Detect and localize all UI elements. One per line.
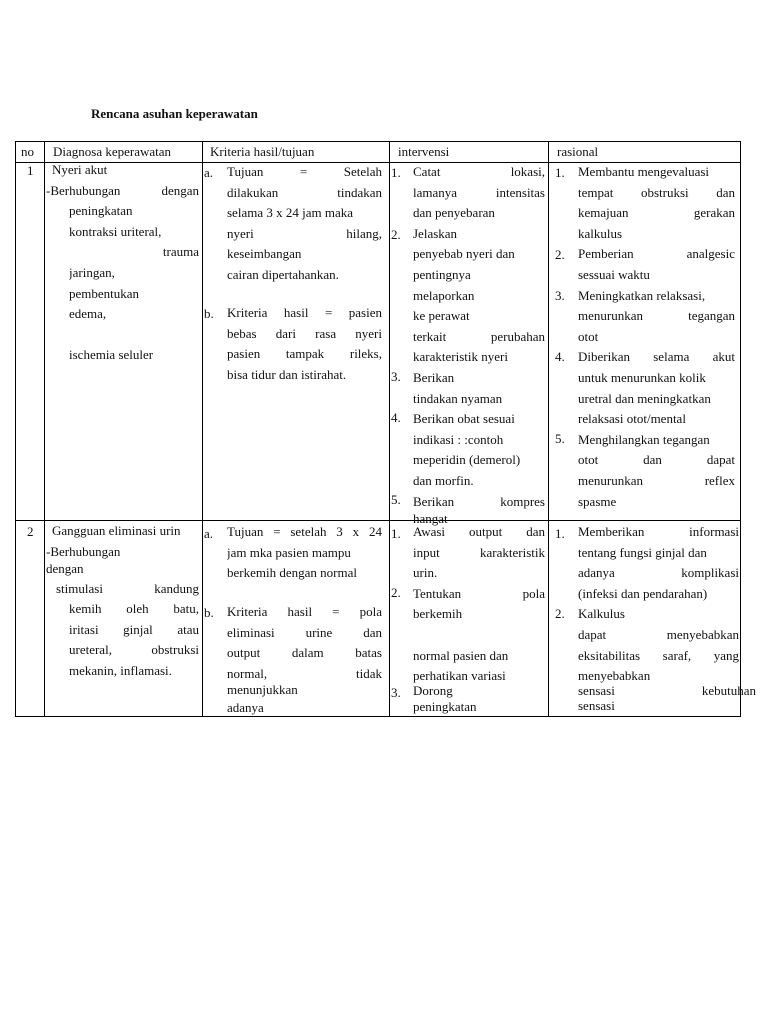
list-marker: 2. — [391, 585, 401, 600]
kriteria-line: output dalam batas — [227, 645, 382, 661]
rasional-line: kalkulus — [578, 225, 623, 241]
kriteria-line: menunjukkan — [227, 681, 298, 697]
rasional-line: sessuai waktu — [578, 266, 650, 282]
intervensi-line: meperidin (demerol) — [413, 452, 521, 468]
diagnosa-line: ureteral, obstruksi — [69, 642, 199, 658]
kriteria-line: dilakukan tindakan — [227, 184, 382, 200]
care-plan-table — [15, 141, 756, 717]
list-marker: 1. — [391, 165, 401, 180]
intervensi-line: Berikan — [413, 369, 455, 385]
intervensi-line: peningkatan — [413, 699, 477, 715]
list-marker: 1. — [555, 526, 565, 541]
column-divider — [548, 142, 549, 716]
intervensi-line: indikasi : :contoh — [413, 431, 504, 447]
diagnosa-line: peningkatan — [69, 203, 133, 219]
kriteria-line: Kriteria hasil = pola — [227, 604, 382, 619]
rasional-line: Diberikan selama akut — [578, 349, 735, 365]
rasional-line: Pemberian analgesic — [578, 246, 735, 262]
intervensi-line: Berikan kompres — [413, 493, 545, 509]
kriteria-b — [227, 303, 382, 385]
diagnosa-line: stimulasi kandung — [56, 580, 199, 596]
kriteria-a — [227, 522, 382, 584]
diagnosa-lead: -Berhubungan — [46, 543, 121, 559]
list-marker: 5. — [391, 492, 401, 507]
intervensi-line: terkait perubahan — [413, 328, 545, 344]
list-marker: 2. — [555, 247, 565, 262]
rasional-line: Meningkatkan relaksasi, — [578, 287, 706, 303]
intervensi-line: berkemih — [413, 606, 463, 622]
rasional-line: Menghilangkan tegangan — [578, 431, 710, 447]
rasional-line: untuk menurunkan kolik — [578, 369, 706, 385]
diagnosa-line: kontraksi uriteral, — [69, 223, 162, 239]
diagnosa-lead: dengan — [46, 560, 84, 576]
rasional-line: eksitabilitas saraf, yang — [578, 647, 739, 663]
list-marker: 1. — [555, 165, 565, 180]
kriteria-line: jam mka pasien mampu — [227, 544, 351, 560]
rasional-line: otot dan dapat — [578, 452, 735, 468]
list-marker: b. — [204, 605, 214, 620]
column-divider — [389, 142, 390, 716]
diagnosa-line: edema, — [69, 306, 107, 322]
kriteria-line: bebas dari rasa nyeri — [227, 325, 382, 341]
diagnosa-line: mekanin, inflamasi. — [69, 662, 172, 678]
rasional-line: sensasi — [578, 699, 615, 714]
list-marker: 4. — [391, 410, 401, 425]
diagnosa-line: jaringan, — [69, 264, 115, 280]
kriteria-line: berkemih dengan normal — [227, 565, 357, 581]
rasional-line: Membantu mengevaluasi — [578, 164, 710, 179]
diagnosa-lead: -Berhubungan dengan — [46, 182, 199, 198]
rasional-line: Kalkulus — [578, 606, 625, 622]
intervensi-line: pentingnya — [413, 266, 471, 282]
document-title: Rencana asuhan keperawatan — [91, 106, 258, 121]
kriteria-line: cairan dipertahankan. — [227, 266, 339, 282]
rasional-cell — [578, 162, 735, 512]
header-diagnosa: Diagnosa keperawatan — [53, 144, 172, 159]
intervensi-line: Awasi output dan — [413, 524, 545, 539]
diagnosa-line: ischemia seluler — [69, 347, 154, 363]
intervensi-cell — [413, 162, 545, 526]
intervensi-line: melaporkan — [413, 287, 475, 303]
list-marker: a. — [204, 165, 214, 180]
rasional-line: tempat obstruksi dan — [578, 184, 735, 200]
rasional-line: adanya komplikasi — [578, 565, 739, 581]
list-marker: 2. — [391, 227, 401, 242]
intervensi-line: karakteristik nyeri — [413, 349, 508, 365]
rasional-line: menurunkan reflex — [578, 472, 735, 488]
diagnosa-line: kemih oleh batu, — [69, 601, 199, 617]
intervensi-line: Jelaskan — [413, 225, 458, 241]
intervensi-line: normal pasien dan — [413, 647, 509, 663]
kriteria-line: Tujuan = Setelah — [227, 164, 382, 179]
list-marker: a. — [204, 526, 214, 541]
rasional-line: dapat menyebabkan — [578, 626, 739, 642]
header-kriteria: Kriteria hasil/tujuan — [210, 144, 315, 159]
diagnosa-cell — [46, 160, 199, 366]
rasional-line: kemajuan gerakan — [578, 205, 735, 221]
diagnosa-line: trauma — [162, 244, 199, 260]
column-divider — [44, 142, 45, 716]
rasional-line: tentang fungsi ginjal dan — [578, 544, 707, 560]
intervensi-cell — [413, 522, 545, 715]
column-divider — [202, 142, 203, 716]
diagnosa-cell — [46, 521, 202, 682]
kriteria-line: eliminasi urine dan — [227, 624, 382, 640]
rasional-line: relaksasi otot/mental — [578, 411, 686, 427]
rasional-line: sensasi kebutuhan — [578, 683, 756, 699]
header-rasional: rasional — [557, 144, 599, 159]
list-marker: 3. — [555, 288, 565, 303]
intervensi-line: urin. — [413, 565, 438, 581]
kriteria-line: Tujuan = setelah 3 x 24 — [227, 524, 382, 539]
list-marker: 5. — [555, 431, 565, 446]
intervensi-line: ke perawat — [413, 308, 470, 324]
kriteria-line: pasien tampak rileks, — [227, 346, 382, 362]
header-no: no — [21, 144, 34, 159]
kriteria-line: keseimbangan — [227, 246, 302, 262]
diagnosa-heading: Gangguan eliminasi urin — [52, 523, 181, 538]
intervensi-line — [413, 625, 545, 646]
diagnosa-line — [69, 325, 199, 346]
diagnosa-line: iritasi ginjal atau — [69, 621, 199, 637]
rasional-line: menurunkan tegangan — [578, 308, 735, 324]
row-number: 1 — [27, 163, 34, 178]
header-intervensi: intervensi — [398, 144, 450, 159]
list-marker: 1. — [391, 526, 401, 541]
list-marker: 3. — [391, 369, 401, 384]
kriteria-line: normal, tidak — [227, 665, 382, 681]
intervensi-line: dan penyebaran — [413, 205, 495, 221]
kriteria-line: nyeri hilang, — [227, 225, 382, 241]
intervensi-line: Dorong — [413, 683, 453, 699]
intervensi-line: hangat — [413, 512, 448, 527]
row-number: 2 — [27, 524, 34, 539]
intervensi-line: tindakan nyaman — [413, 390, 503, 406]
rasional-cell — [578, 522, 756, 714]
intervensi-line: lamanya intensitas — [413, 184, 545, 200]
diagnosa-line: pembentukan — [69, 285, 140, 301]
kriteria-line: bisa tidur dan istirahat. — [227, 366, 347, 382]
kriteria-b — [227, 602, 382, 717]
rasional-line: Memberikan informasi — [578, 524, 739, 539]
rasional-line: otot — [578, 328, 599, 344]
intervensi-line: input karakteristik — [413, 544, 545, 560]
list-marker: 4. — [555, 349, 565, 364]
intervensi-line: Catat lokasi, — [413, 164, 545, 179]
kriteria-a — [227, 162, 382, 286]
list-marker: 3. — [391, 685, 401, 700]
intervensi-line: Berikan obat sesuai — [413, 411, 515, 427]
intervensi-line: Tentukan pola — [413, 585, 545, 601]
rasional-line: (infeksi dan pendarahan) — [578, 585, 708, 601]
kriteria-line: adanya — [227, 699, 264, 715]
intervensi-line: perhatikan variasi — [413, 668, 506, 684]
list-marker: 2. — [555, 606, 565, 621]
kriteria-line: Kriteria hasil = pasien — [227, 305, 382, 320]
intervensi-line: dan morfin. — [413, 472, 474, 488]
rasional-line: menyebabkan — [578, 668, 651, 684]
rasional-line: spasme — [578, 493, 617, 509]
rasional-line: uretral dan meningkatkan — [578, 390, 711, 406]
kriteria-line: selama 3 x 24 jam maka — [227, 205, 353, 221]
list-marker: b. — [204, 306, 214, 321]
diagnosa-heading: Nyeri akut — [52, 162, 108, 177]
intervensi-line: penyebab nyeri dan — [413, 246, 515, 262]
